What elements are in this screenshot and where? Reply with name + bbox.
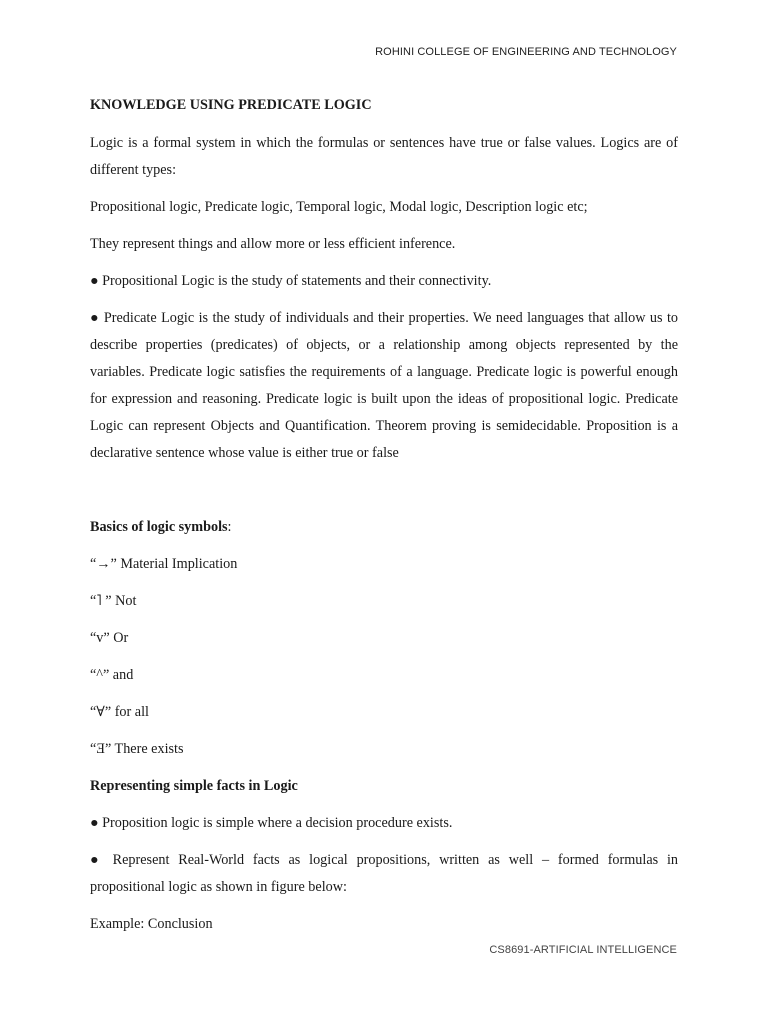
represent-paragraph: They represent things and allow more or less efficient inference. (90, 236, 456, 252)
symbol-and: “^” and (90, 667, 134, 683)
facts-heading: Representing simple facts in Logic (90, 778, 298, 794)
section-spacer (90, 477, 678, 514)
symbols-heading-line (90, 514, 678, 541)
page-header: ROHINI COLLEGE OF ENGINEERING AND TECHNOLOGY (375, 46, 677, 58)
symbol-for-all: “∀” for all (90, 704, 149, 720)
propositional-bullet: ● Propositional Logic is the study of statements and their connectivity. (90, 273, 492, 289)
symbols-heading: Basics of logic symbols (90, 519, 228, 535)
document-body (90, 92, 678, 948)
document-title: KNOWLEDGE USING PREDICATE LOGIC (90, 97, 372, 113)
real-world-bullet: ● Represent Real-World facts as logical propositions, written as well – formed formulas in propositional logic as shown in figure below: (90, 852, 678, 895)
example-line: Example: Conclusion (90, 916, 213, 932)
logic-types-paragraph: Propositional logic, Predicate logic, Temporal logic, Modal logic, Description logic etc; (90, 199, 588, 215)
symbols-heading-colon: : (227, 519, 232, 535)
proposition-simple-bullet: ● Proposition logic is simple where a decision procedure exists. (90, 815, 453, 831)
symbol-there-exists: “Ǝ” There exists (90, 741, 184, 757)
intro-paragraph: Logic is a formal system in which the formulas or sentences have true or false values. Logics are of different types: (90, 135, 678, 178)
symbol-not: “˥ ” Not (90, 593, 137, 609)
page-footer: CS8691-ARTIFICIAL INTELLIGENCE (489, 944, 677, 956)
predicate-bullet: ● Predicate Logic is the study of individuals and their properties. We need languages that allow us to describe properties (predicates) of objects, or a relationship among objects represented by the variables. Predicate logic satisfies the requirements of a language. Predicate logic is powerful enough for expression and reasoning. Predicate logic is built upon the ideas of propositional logic. Predicate Logic can represent Objects and Quantification. Theorem proving is semidecidable. Proposition is a declarative sentence whose value is either true or false (90, 310, 678, 461)
symbol-implication: “→” Material Implication (90, 556, 238, 572)
symbol-or: “v” Or (90, 630, 129, 646)
